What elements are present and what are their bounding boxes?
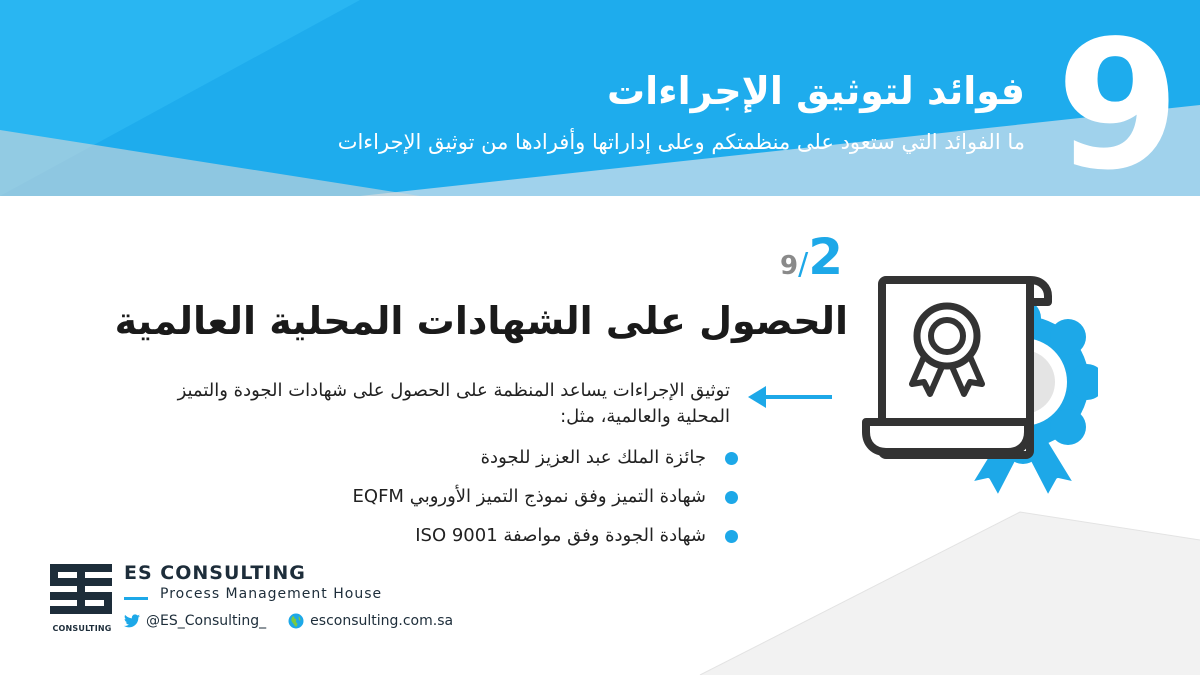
list-item-text: شهادة التميز وفق نموذج التميز الأوروبي EQFM xyxy=(352,486,706,507)
contact-bar xyxy=(124,611,453,631)
logo-caption: CONSULTING xyxy=(52,624,112,633)
arrow-left-icon xyxy=(748,382,834,412)
list-item xyxy=(353,448,738,468)
benefits-count-number: 9 xyxy=(1056,2,1180,209)
section-title: الحصول على الشهادات المحلية العالمية xyxy=(114,299,848,343)
header-title: فوائد لتوثيق الإجراءات xyxy=(606,69,1025,113)
globe-icon xyxy=(288,613,304,629)
brand-tagline: Process Management House xyxy=(160,586,383,602)
bullet-dot xyxy=(725,491,738,504)
certificates-list xyxy=(353,448,738,565)
bullet-dot xyxy=(725,452,738,465)
section-intro: توثيق الإجراءات يساعد المنظمة على الحصول على شهادات الجودة والتميز المحلية والعالمية، مثل: xyxy=(177,380,730,427)
brand-name: ES CONSULTING xyxy=(124,562,306,584)
counter-total: 9 xyxy=(780,251,799,281)
counter-separator: / xyxy=(798,247,809,282)
list-item xyxy=(353,526,738,546)
twitter-handle-link[interactable]: @ES_Consulting_ xyxy=(146,613,267,629)
website-link[interactable]: esconsulting.com.sa xyxy=(310,613,454,629)
list-item-text: جائزة الملك عبد العزيز للجودة xyxy=(480,447,706,468)
brand-underline xyxy=(124,597,148,600)
slide-counter xyxy=(780,228,843,286)
certificate-with-ribbon-icon xyxy=(858,272,1098,517)
counter-current: 2 xyxy=(808,228,843,286)
bullet-dot xyxy=(725,530,738,543)
header-subtitle: ما الفوائد التي ستعود على منظمتكم وعلى إداراتها وأفرادها من توثيق الإجراءات xyxy=(337,130,1025,154)
twitter-icon xyxy=(124,614,140,628)
list-item-text: شهادة الجودة وفق مواصفة ISO 9001 xyxy=(415,525,706,546)
list-item xyxy=(353,487,738,507)
